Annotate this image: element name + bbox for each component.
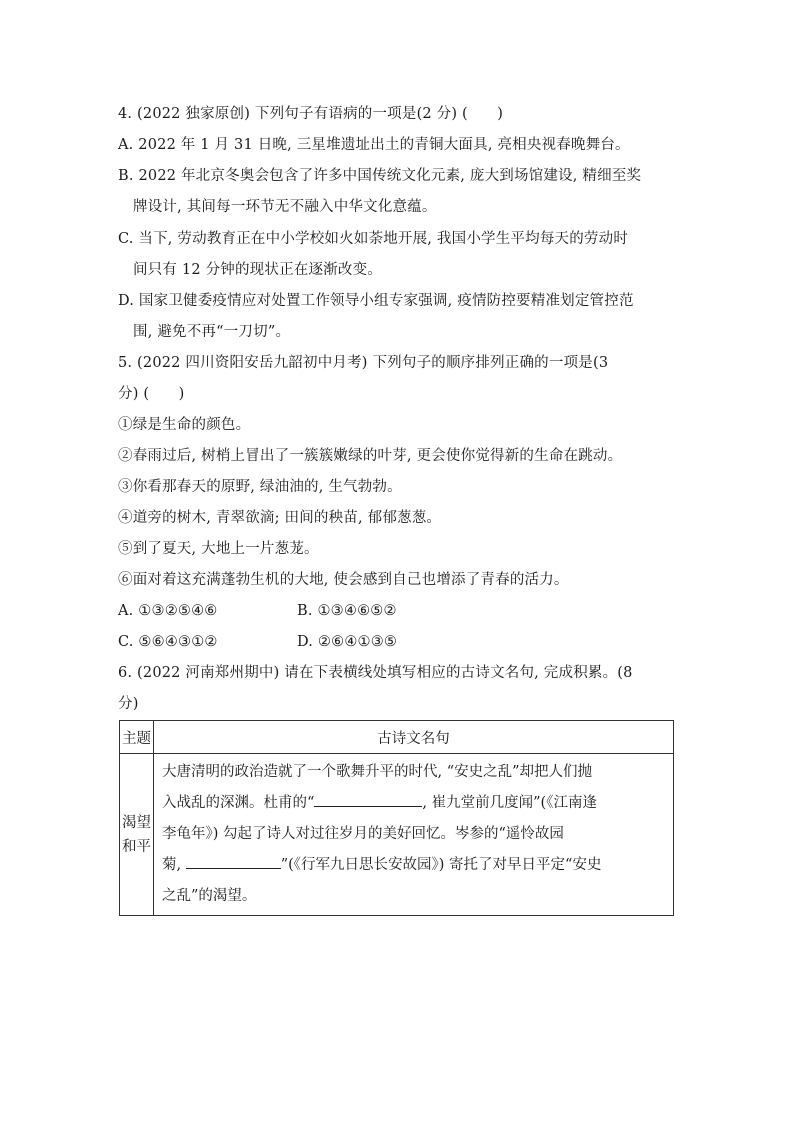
content-line-2 xyxy=(162,788,665,819)
content-line-3: 李龟年》) 勾起了诗人对过往岁月的美好回忆。岑参的“遥怜故园 xyxy=(162,826,564,842)
theme-line-1: 渴望 xyxy=(122,814,151,831)
q5-sentence-1: ①绿是生命的颜色。 xyxy=(118,417,251,433)
q5-stem-line2: 分) ( ) xyxy=(118,386,185,402)
content-line-4-post: ”(《行军九日思长安故园》) 寄托了对早日平定“安史 xyxy=(280,857,602,873)
table-content-cell xyxy=(154,754,674,916)
q5-sentence-5: ⑤到了夏天, 大地上一片葱茏。 xyxy=(118,541,319,557)
q6-stem-line2: 分) xyxy=(118,696,139,712)
content-line-4-pre: 菊, xyxy=(162,857,186,873)
table-header-row xyxy=(120,721,674,754)
q4-option-b-line2: 牌设计, 其间每一环节无不融入中华文化意蕴。 xyxy=(133,199,437,215)
q5-sentence-2: ②春雨过后, 树梢上冒出了一簇簇嫩绿的叶芽, 更会使你觉得新的生命在跳动。 xyxy=(118,448,623,464)
q5-stem-line1: 5. (2022 四川资阳安岳九韶初中月考) 下列句子的顺序排列正确的一项是(3 xyxy=(118,355,609,371)
answer-blank-2[interactable] xyxy=(186,854,281,869)
q6-stem-line1: 6. (2022 河南郑州期中) 请在下表横线处填写相应的古诗文名句, 完成积累。(8 xyxy=(118,665,633,681)
table-header-theme: 主题 xyxy=(120,721,154,754)
q4-option-d-line2: 围, 避免不再“一刀切”。 xyxy=(133,324,291,340)
q5-option-c: C. ⑤⑥④③①② xyxy=(118,634,218,650)
q5-sentence-3: ③你看那春天的原野, 绿油油的, 生气勃勃。 xyxy=(118,479,402,495)
poetry-table xyxy=(119,720,674,916)
content-line-1: 大唐清明的政治造就了一个歌舞升平的时代, “安史之乱”却把人们抛 xyxy=(162,764,593,780)
q5-sentence-4: ④道旁的树木, 青翠欲滴; 田间的秧苗, 郁郁葱葱。 xyxy=(118,510,442,526)
content-line-2-pre: 入战乱的深渊。杜甫的“ xyxy=(162,795,315,811)
table-header-content: 古诗文名句 xyxy=(154,721,674,754)
content-line-5: 之乱”的渴望。 xyxy=(162,888,257,904)
content-line-2-post: , 崔九堂前几度闻”(《江南逢 xyxy=(422,795,597,811)
table-row xyxy=(120,754,674,916)
q5-option-b: B. ①③④⑥⑤② xyxy=(297,603,397,619)
content-line-4 xyxy=(162,850,665,881)
table-theme-cell xyxy=(120,754,154,916)
theme-line-2: 和平 xyxy=(122,838,151,855)
q5-sentence-6: ⑥面对着这充满蓬勃生机的大地, 使会感到自己也增添了青春的活力。 xyxy=(118,572,569,588)
q4-stem: 4. (2022 独家原创) 下列句子有语病的一项是(2 分) ( ) xyxy=(118,106,504,122)
q4-option-d-line1: D. 国家卫健委疫情应对处置工作领导小组专家强调, 疫情防控要精准划定管控范 xyxy=(118,293,634,309)
answer-blank-1[interactable] xyxy=(314,792,422,807)
q5-option-a: A. ①③②⑤④⑥ xyxy=(118,603,218,619)
q5-option-d: D. ②⑥④①③⑤ xyxy=(297,634,398,650)
q4-option-c-line2: 间只有 12 分钟的现状正在逐渐改变。 xyxy=(133,262,382,278)
q4-option-c-line1: C. 当下, 劳动教育正在中小学校如火如荼地开展, 我国小学生平均每天的劳动时 xyxy=(118,231,629,247)
q4-option-b-line1: B. 2022 年北京冬奥会包含了许多中国传统文化元素, 庞大到场馆建设, 精细至奖 xyxy=(118,168,642,184)
q4-option-a: A. 2022 年 1 月 31 日晚, 三星堆遗址出土的青铜大面具, 亮相央视春晚舞台。 xyxy=(118,137,630,153)
